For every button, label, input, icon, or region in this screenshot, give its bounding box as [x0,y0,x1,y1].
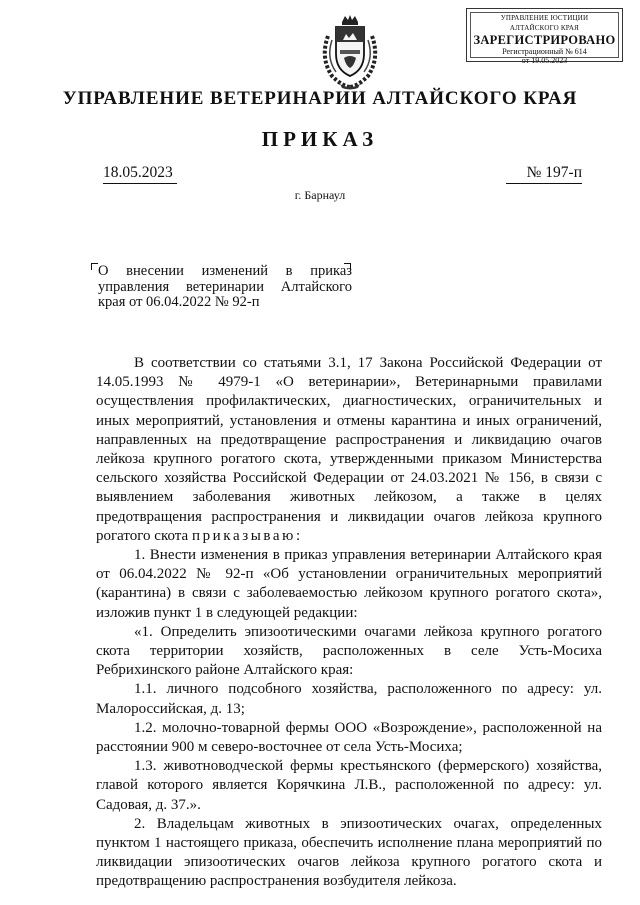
preamble-paragraph: В соответствии со статьями 3.1, 17 Закона Российской Федерации от 14.05.1993 № 4979-1 «О ветеринарии», Ветеринарными правилами осуществления профилактических, диагностических, ограничительных и иных мероприятий, установления и отмены карантина и иных ограничений, направленных на предотвращение распространения и ликвидацию очагов лейкоза крупного рогатого скота, утвержденными приказом Министерства сельского хозяйства Российской Федерации от 24.03.2021 № 156, в связи с выявлением заболевания животных лейкозом, а также в целях предотвращения распространения и ликвидации очагов лейкоза крупного рогатого скота приказываю: [96,355,602,544]
item-2-paragraph: 2. Владельцам животных в эпизоотических очагах, определенных пунктом 1 настоящего приказа, обеспечить исполнение плана мероприятий по ликвидации эпизоотических очагов лейкоза крупного рогатого скота и предотвращению распространения возбудителя лейкоза. [96,815,602,890]
preamble-text: В соответствии со статьями 3.1, 17 Закона Российской Федерации от 14.05.1993 № 4979-1 «О ветеринарии», Ветеринарными правилами осуществления профилактических, диагностических, ограничительных и иных мероприятий, установления и отмены карантина и иных ограничений, направленных на предотвращение распространения и ликвидацию очагов лейкоза крупного рогатого скота, утвержденными приказом Министерства сельского хозяйства Российской Федерации от 24.03.2021 № 156, в связи с выявлением заболевания животных лейкозом, а также в целях предотвращения распространения и ликвидации очагов лейкоза крупного рогатого скота [96,355,602,544]
coat-of-arms-icon [318,14,382,90]
stamp-status: ЗАРЕГИСТРИРОВАНО [473,33,616,47]
item-1-paragraph: 1. Внести изменения в приказ управления ветеринарии Алтайского края от 06.04.2022 № 92-п «Об установлении ограничительных мероприятий (карантина) в связи с заболеваемостью лейкозом крупного рогатого скота», изложив пункт 1 в следующей редакции: [96,547,602,621]
item-1-2-paragraph: 1.2. молочно-товарной фермы ООО «Возрождение», расположенной на расстоянии 900 м северо-восточнее от села Усть-Мосиха; [96,719,602,756]
subject-line: О внесении изменений в приказ [98,263,352,279]
registration-stamp-inner [470,12,619,65]
registration-stamp [466,8,623,65]
stamp-org-line2: АЛТАЙСКОГО КРАЯ [509,23,580,32]
subject-bracket-left [91,263,98,270]
document-subject [98,264,352,311]
item-1-3-paragraph: 1.3. животноводческой фермы крестьянского (фермерского) хозяйства, главой которого является Корячкина Л.В., расположенной по адресу: ул. Садовая, д. 37.». [96,758,602,813]
document-number: № 197-п [506,164,582,184]
stamp-reg-date: от 19.05.2023 [521,56,568,65]
document-type: ПРИКАЗ [261,127,379,151]
document-city: г. Барнаул [294,188,346,202]
document-date: 18.05.2023 [103,164,177,184]
subject-line: управления ветеринарии Алтайского [98,278,352,295]
document-body [96,354,602,892]
item-1-1-paragraph: 1.1. личного подсобного хозяйства, расположенного по адресу: ул. Малороссийская, д. 13; [96,681,602,717]
stamp-reg-number: Регистрационный № 614 [502,47,587,56]
subject-line: края от 06.04.2022 № 92-п [98,294,260,310]
item-1-quote-paragraph: «1. Определить эпизоотическими очагами лейкоза крупного рогатого скота территории хозяйств, расположенных в селе Усть-Мосиха Ребрихинского районе Алтайского края: [96,623,602,679]
preamble-order-word: приказываю [191,527,296,544]
organization-title: УПРАВЛЕНИЕ ВЕТЕРИНАРИИ АЛТАЙСКОГО КРАЯ [62,88,578,109]
stamp-org-line1: УПРАВЛЕНИЕ ЮСТИЦИИ [500,14,589,22]
